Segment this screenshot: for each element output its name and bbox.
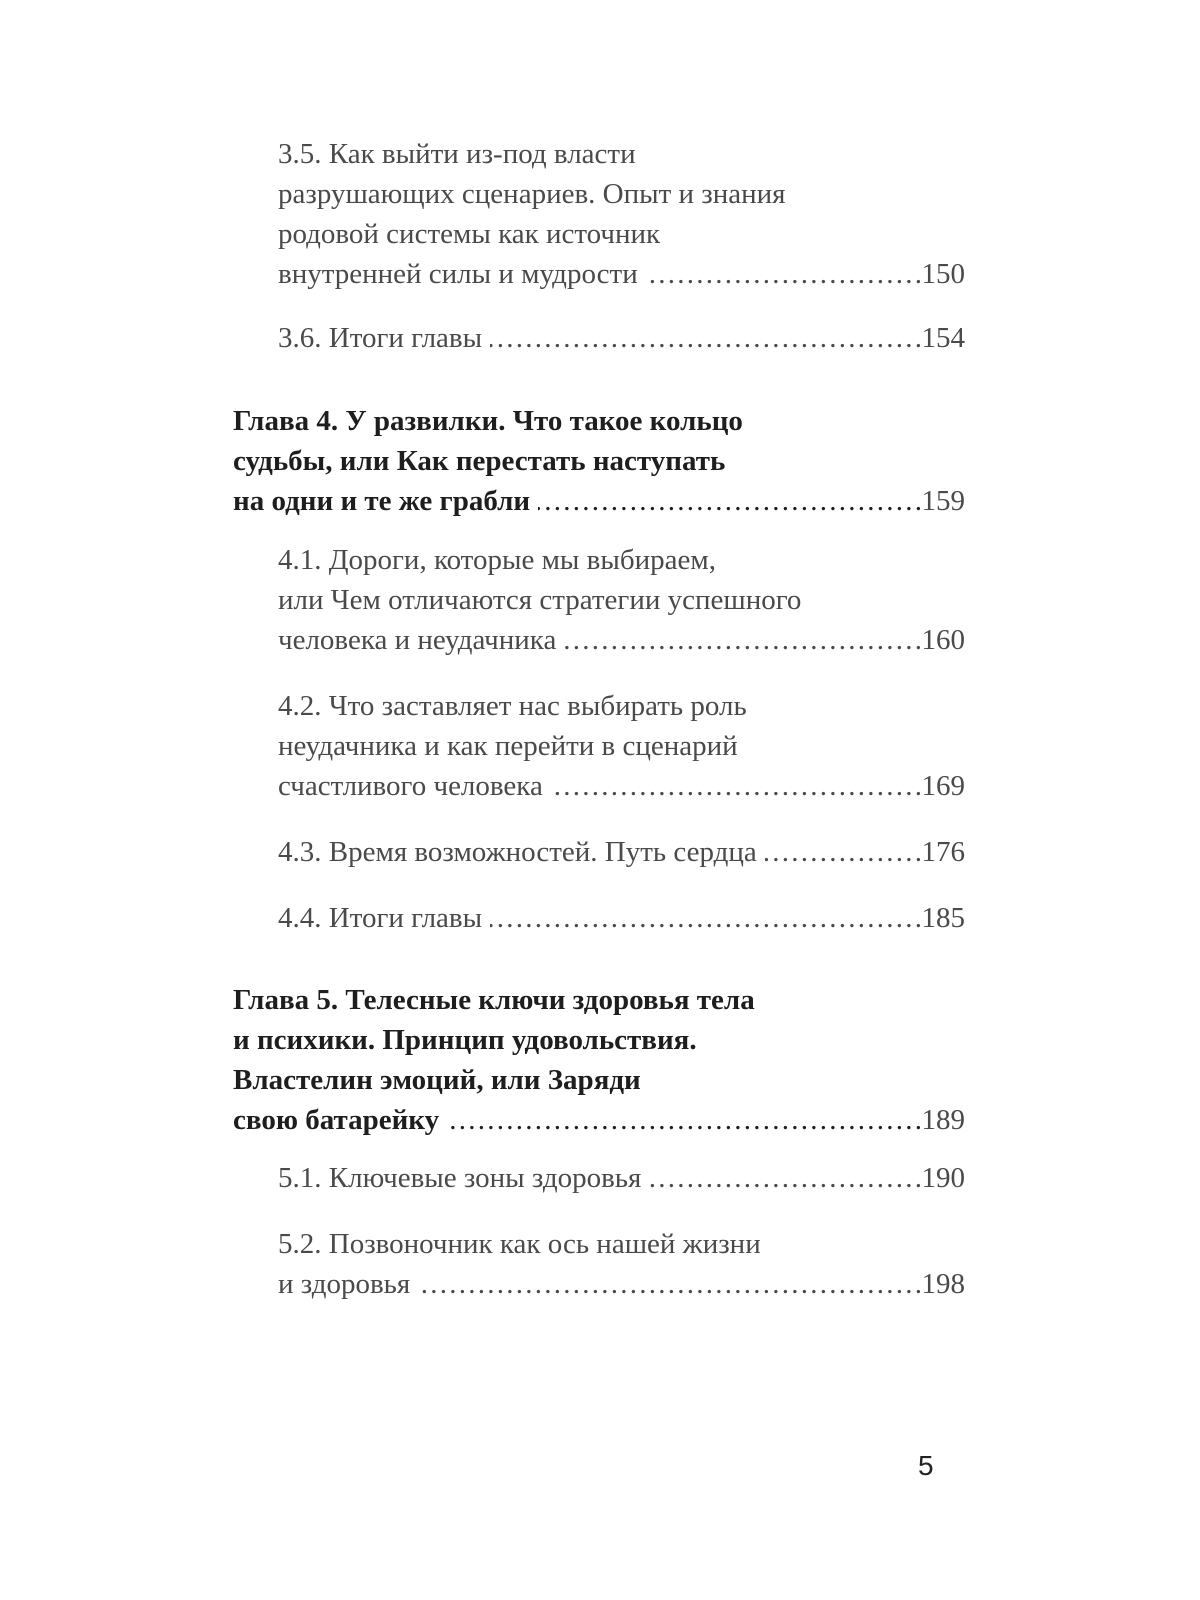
leader-dots [490,898,919,938]
entry-text-line: 3.6. Итоги главы [278,322,483,354]
entry-text-line: свою батарейку [233,1104,440,1136]
entry-text-line: и психики. Принцип удовольствия. [233,1024,697,1056]
page-ref: 169 [921,770,965,802]
toc-entry-5-1 [278,1158,965,1198]
toc-entry-3-5 [278,134,965,294]
leader-dots [564,620,919,660]
toc-chapter-5 [233,980,965,1140]
page-ref: 159 [921,485,965,517]
page-number: 5 [918,1450,934,1481]
leader-dots [646,254,920,294]
entry-text-line: Глава 4. У развилки. Что такое кольцо [233,405,743,437]
toc-chapter-4 [233,401,965,521]
toc-entry-4-3 [278,832,965,872]
toc-entry-3-6 [278,318,965,358]
page-ref: 176 [921,836,965,868]
entry-text-line: внутренней силы и мудрости [278,258,638,290]
entry-text-line: 5.1. Ключевые зоны здоровья [278,1162,642,1194]
page-ref: 154 [921,322,965,354]
page-ref: 185 [921,902,965,934]
toc-entry-4-4 [278,898,965,938]
entry-text-line: 4.4. Итоги главы [278,902,483,934]
toc-entry-5-2 [278,1224,965,1304]
entry-text-line: неудачника и как перейти в сценарий [278,730,738,762]
entry-text-line: человека и неудачника [278,624,557,656]
entry-text-line: 4.1. Дороги, которые мы выбираем, [278,544,716,576]
leader-dots [551,766,920,806]
page-ref: 160 [921,624,965,656]
entry-text-line: Глава 5. Телесные ключи здоровья тела [233,984,755,1016]
entry-text-line: судьбы, или Как перестать наступать [233,445,726,477]
entry-text-line: разрушающих сценариев. Опыт и знания [278,178,786,210]
leader-dots [447,1100,919,1140]
entry-text-line: 5.2. Позвоночник как ось нашей жизни [278,1228,761,1260]
entry-text-line: и здоровья [278,1268,411,1300]
leader-dots [418,1264,919,1304]
page-ref: 189 [921,1104,965,1136]
page-ref: 198 [921,1268,965,1300]
leader-dots [538,481,919,521]
entry-text-line: 4.3. Время возможностей. Путь сердца [278,836,757,868]
toc-entry-4-2 [278,686,965,806]
entry-text-line: или Чем отличаются стратегии успешного [278,584,802,616]
entry-text-line: родовой системы как источник [278,218,661,250]
entry-text-line: Властелин эмоций, или Заряди [233,1064,641,1096]
leader-dots [765,832,920,872]
entry-text-line: счастливого человека [278,770,543,802]
toc-entry-4-1 [278,540,965,660]
entry-text-line: 4.2. Что заставляет нас выбирать роль [278,690,747,722]
page-ref: 150 [921,258,965,290]
page-ref: 190 [921,1162,965,1194]
leader-dots [490,318,919,358]
entry-text-line: 3.5. Как выйти из-под власти [278,138,636,170]
leader-dots [649,1158,919,1198]
entry-text-line: на одни и те же грабли [233,485,531,517]
